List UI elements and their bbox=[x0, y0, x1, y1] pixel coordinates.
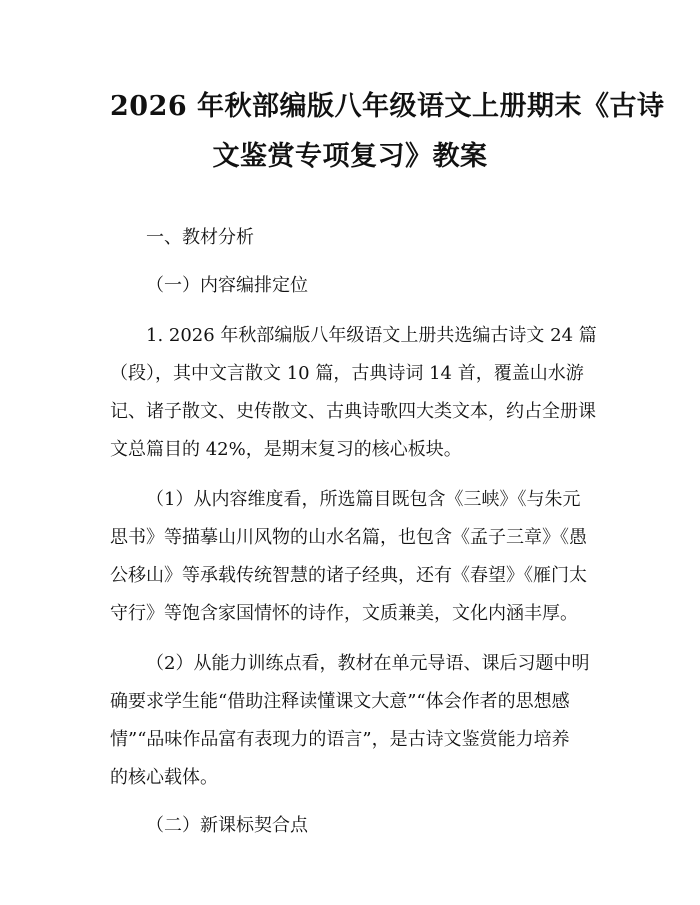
paragraph-line: （2）从能力训练点看，教材在单元导语、课后习题中明 bbox=[146, 653, 590, 674]
subsection-heading-curriculum-alignment: （二）新课标契合点 bbox=[146, 815, 308, 836]
paragraph-2 bbox=[110, 481, 590, 633]
paragraph-line: 公移山》等承载传统智慧的诸子经典，还有《春望》《雁门太 bbox=[110, 565, 587, 586]
paragraph-line: 守行》等饱含家国情怀的诗作，文质兼美，文化内涵丰厚。 bbox=[110, 603, 578, 624]
title-line-2: 文鉴赏专项复习》教案 bbox=[212, 141, 488, 172]
paragraph-line: 文总篇目的 42%，是期末复习的核心板块。 bbox=[110, 439, 462, 460]
paragraph-1 bbox=[110, 317, 597, 469]
paragraph-line: 确要求学生能“借助注释读懂课文大意”“体会作者的思想感 bbox=[110, 691, 570, 712]
paragraph-line: （段），其中文言散文 10 篇，古典诗词 14 首，覆盖山水游 bbox=[110, 363, 584, 384]
paragraph-3 bbox=[110, 645, 590, 797]
paragraph-line: 的核心载体。 bbox=[110, 767, 218, 788]
section-heading-textbook-analysis: 一、教材分析 bbox=[146, 227, 254, 248]
paragraph-line: 情”“品味作品富有表现力的语言”，是古诗文鉴赏能力培养 bbox=[110, 729, 570, 750]
paragraph-line: 思书》等描摹山川风物的山水名篇，也包含《孟子三章》《愚 bbox=[110, 527, 587, 548]
paragraph-line: 1. 2026 年秋部编版八年级语文上册共选编古诗文 24 篇 bbox=[146, 325, 597, 346]
document-title bbox=[110, 82, 665, 182]
title-line-1: 2026 年秋部编版八年级语文上册期末《古诗 bbox=[110, 91, 665, 122]
subsection-heading-content-arrangement: （一）内容编排定位 bbox=[146, 275, 308, 296]
paragraph-line: 记、诸子散文、史传散文、古典诗歌四大类文本，约占全册课 bbox=[110, 401, 596, 422]
paragraph-line: （1）从内容维度看，所选篇目既包含《三峡》《与朱元 bbox=[146, 489, 581, 510]
